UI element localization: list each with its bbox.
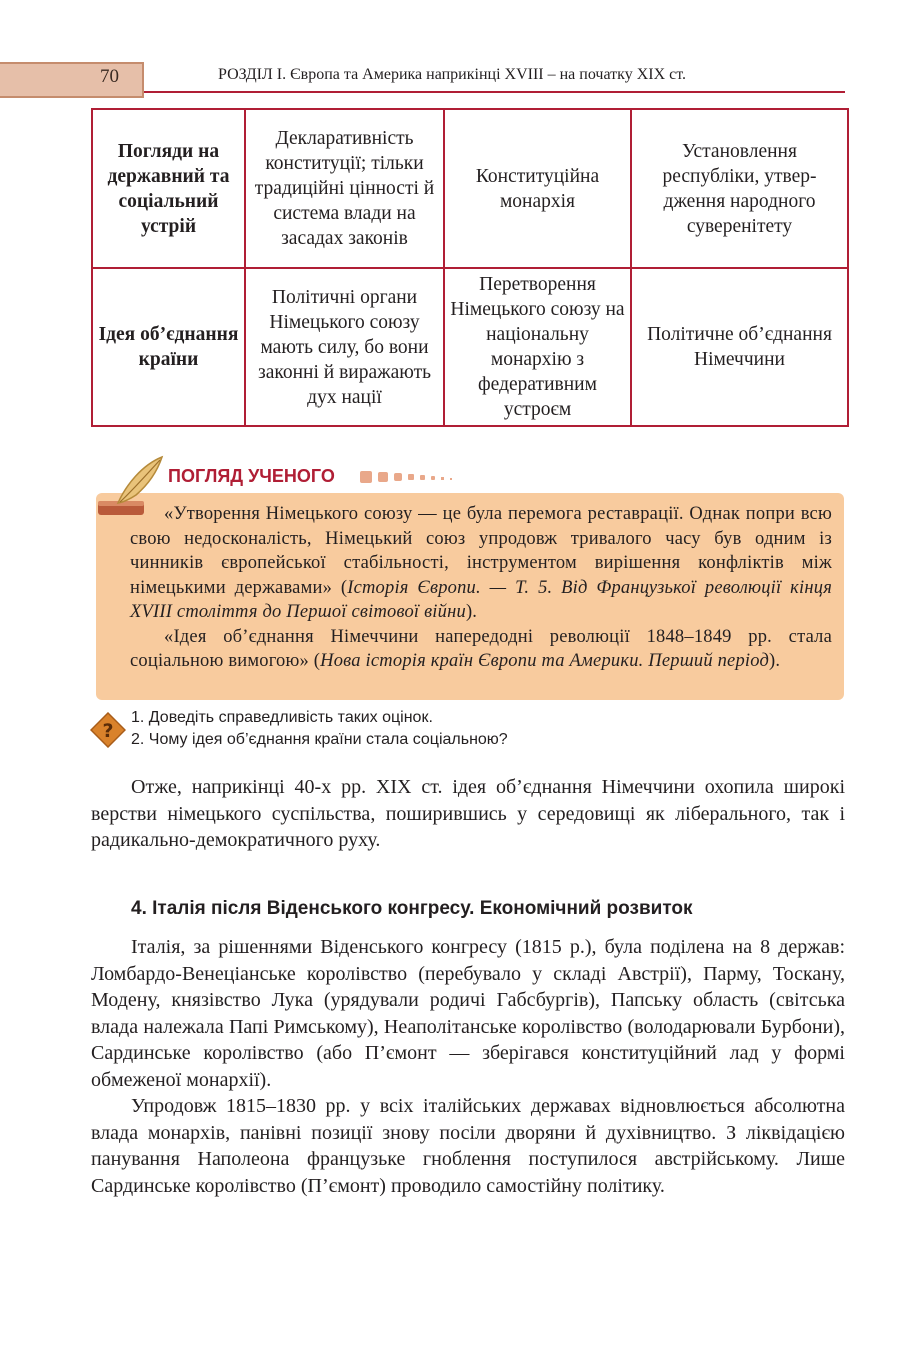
paragraph: Упродовж 1815–1830 рр. у всіх італійських державах відновлюється абсолютна влада монархів, панівні позиції знову посіли дворяни й духівництво. З ліквідацією панування Наполеона французьке гноблення поступилося австрійському. Лише Сардинське королівство (П’ємонт) проводило самостійну політику. [91,1095,845,1197]
row-header-unification: Ідея об’єднання країни [92,268,245,426]
running-head: РОЗДІЛ І. Європа та Америка наприкінці XVIII – на початку XIX ст. [218,66,687,83]
comparison-table [91,108,849,427]
quote-source: Історія Європи. — Т. 5. Від Французької революції кінця XVIII століття до Першої світової війни [130,577,832,622]
section-heading: 4. Італія після Віденського конгресу. Економічний розвиток [131,898,693,919]
page-number-tab [0,62,144,98]
table-row [92,268,848,426]
table-cell: Перетворення Німецького союзу на національну монархію з федеративним устроєм [444,268,631,426]
quote-source: Нова історія країн Європи та Америки. Перший період [320,651,770,671]
quote-text: «Ідея об’єднання Німеччини напередодні революції 1848–1849 рр. стала соціальною вимогою» ( [130,626,832,671]
table-cell: Політичні органи Німецького союзу мають силу, бо вони законні й виражають дух нації [245,268,444,426]
questions-list [131,707,508,751]
question-item: 1. Доведіть справедливість таких оцінок. [131,709,433,726]
table-cell: Конституційна монархія [444,109,631,268]
quote-end: ). [465,602,478,622]
question-icon [90,712,126,748]
paragraph: Отже, наприкінці 40-х рр. XIX ст. ідея об’єднання Німеччини охопила широкі верстви німецького суспільства, поширившись у середовищі як ліберального, так і радикально-демократичного руху. [91,776,845,851]
quote-paragraph [130,625,832,674]
italy-text [91,934,845,1199]
page-number: 70 [100,66,119,87]
table-row [92,109,848,268]
decorative-dots [358,468,468,488]
table-cell: Установлення республіки, утвердження народного суверенітету [631,109,848,268]
table-cell: Декларативність конституції; тільки традиційні цінності й система влади на засадах законів [245,109,444,268]
quote-paragraph [130,502,832,625]
paragraph: Італія, за рішеннями Віденського конгресу (1815 р.), була поділена на 8 держав: Ломбардо-Венеціанське королівство (перебувало у складі Австрії), Парму, Тоскану, Модену, князівство Лука (урядували родичі Габсбургів), Папську область (світська влада належала Папі Римському), Неаполітанське королівство (володарювали Бурбони), Сардинське королівство (або П’ємонт — зберігався конституційний лад у формі обмеженої монархії). [91,936,845,1091]
row-header-views: Погляди на державний та соціальний устрій [92,109,245,268]
header-rule [144,91,845,93]
quote-end: ). [769,651,781,671]
table-cell: Політичне об’єднання Німеччини [631,268,848,426]
scholar-quote-text [130,502,832,674]
svg-text:?: ? [102,720,114,742]
question-item: 2. Чому ідея об’єднання країни стала соціальною? [131,731,508,748]
germany-conclusion [91,774,845,854]
quote-text: «Утворення Німецького союзу — це була перемога реставрації. Однак попри всю свою недосконалість, Німецький союз упродовж тривалого часу був одним із чинників європейської стабільності, інструментом вирішення конфліктів між німецькими державами» ( [130,504,832,598]
scholar-view-title: ПОГЛЯД УЧЕНОГО [168,466,335,486]
